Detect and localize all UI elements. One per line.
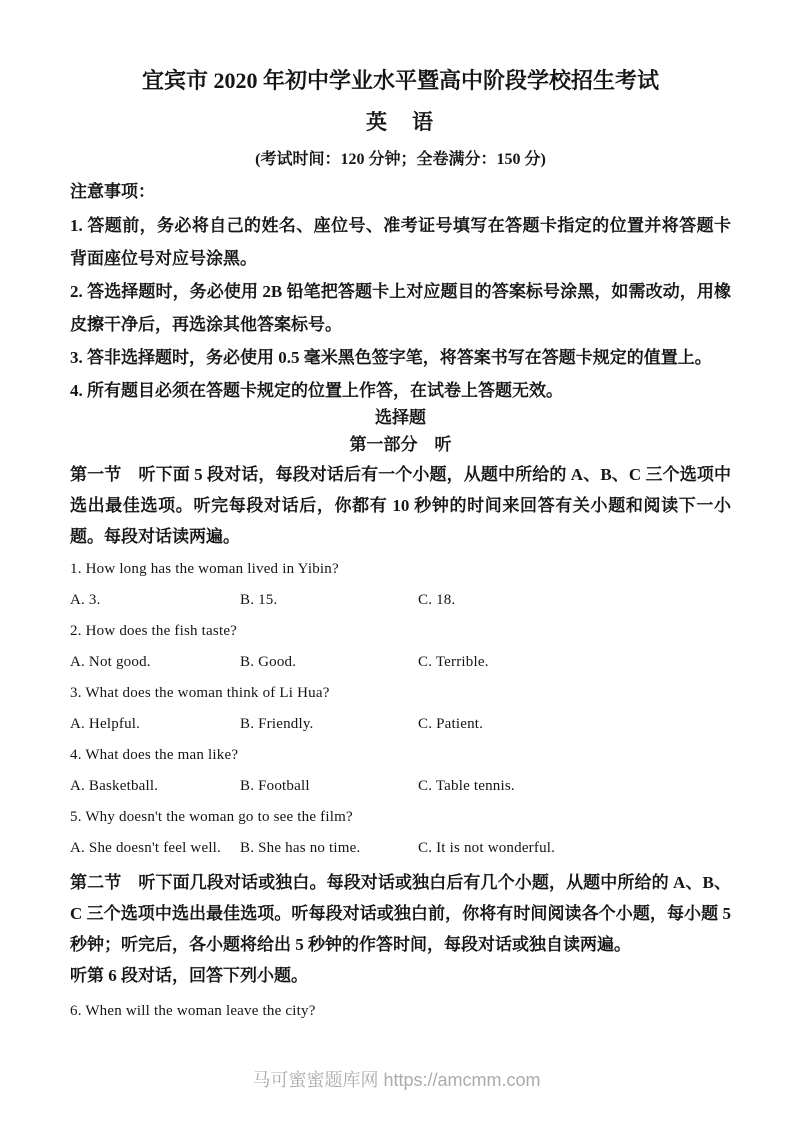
- notice-item: 3. 答非选择题时，务必使用 0.5 毫米黑色签字笔，将答案书写在答题卡规定的值置上。: [70, 348, 712, 367]
- notice-item: 1. 答题前，务必将自己的姓名、座位号、准考证号填写在答题卡指定的位置并将答题卡背面座位号对应号涂黑。: [70, 216, 731, 268]
- notices-heading: 注意事项：: [70, 182, 155, 201]
- listening-questions: [70, 554, 731, 864]
- watermark-footer: 马可蜜蜜题库网 https://amcmm.com: [252, 1070, 541, 1090]
- option-c: C. Table tennis.: [418, 778, 515, 794]
- section1-intro: 第一节 听下面 5 段对话，每段对话后有一个小题，从题中所给的 A、B、C 三个选项中选出最佳选项。听完每段对话后，你都有 10 秒钟的时间来回答有关小题和阅读下一小题。每段对话读两遍。: [70, 465, 731, 546]
- question-text: 4. What does the man like?: [70, 747, 239, 763]
- option-c: C. Patient.: [418, 716, 484, 732]
- option-b: B. 15.: [240, 592, 278, 608]
- section2-intro: 第二节 听下面几段对话或独白。每段对话或独白后有几个小题，从题中所给的 A、B、C 三个选项中选出最佳选项。听每段对话或独白前，你将有时间阅读各个小题，每小题 5 秒钟；听完后，各小题将给出 5 秒钟的作答时间，每段对话或独自读两遍。: [70, 873, 731, 954]
- question-text: 6. When will the woman leave the city?: [70, 1003, 316, 1019]
- option-b: B. She has no time.: [240, 840, 361, 856]
- option-b: B. Good.: [240, 654, 297, 670]
- option-c: C. Terrible.: [418, 654, 489, 670]
- page-title: 宜宾市 2020 年初中学业水平暨高中阶段学校招生考试: [141, 68, 659, 93]
- option-b: B. Football: [240, 778, 310, 794]
- question-options: [70, 833, 731, 864]
- option-c: C. 18.: [418, 592, 456, 608]
- question-text: 2. How does the fish taste?: [70, 623, 238, 639]
- notice-item: 2. 答选择题时，务必使用 2B 铅笔把答题卡上对应题目的答案标号涂黑，如需改动，用橡皮擦干净后，再选涂其他答案标号。: [70, 282, 731, 334]
- option-a: A. She doesn't feel well.: [70, 840, 222, 856]
- subject-title: 英 语: [366, 110, 435, 134]
- option-a: A. Basketball.: [70, 778, 159, 794]
- option-a: A. 3.: [70, 592, 101, 608]
- question-text: 3. What does the woman think of Li Hua?: [70, 685, 330, 701]
- question-text: 1. How long has the woman lived in Yibin?: [70, 561, 339, 577]
- option-a: A. Helpful.: [70, 716, 141, 732]
- dialog6-note: 听第 6 段对话，回答下列小题。: [70, 966, 308, 985]
- question-options: [70, 771, 731, 802]
- notices-list: [70, 209, 731, 407]
- option-c: C. It is not wonderful.: [418, 840, 556, 856]
- part1-heading: 第一部分 听: [349, 435, 452, 454]
- question-options: [70, 647, 731, 678]
- exam-info-line: (考试时间：120 分钟；全卷满分：150 分): [255, 151, 546, 168]
- question-options: [70, 585, 731, 616]
- notice-item: 4. 所有题目必须在答题卡规定的位置上作答，在试卷上答题无效。: [70, 381, 563, 400]
- option-a: A. Not good.: [70, 654, 151, 670]
- question-text: 5. Why doesn't the woman go to see the film?: [70, 809, 353, 825]
- choice-section-heading: 选择题: [375, 408, 426, 427]
- question-options: [70, 709, 731, 740]
- option-b: B. Friendly.: [240, 716, 314, 732]
